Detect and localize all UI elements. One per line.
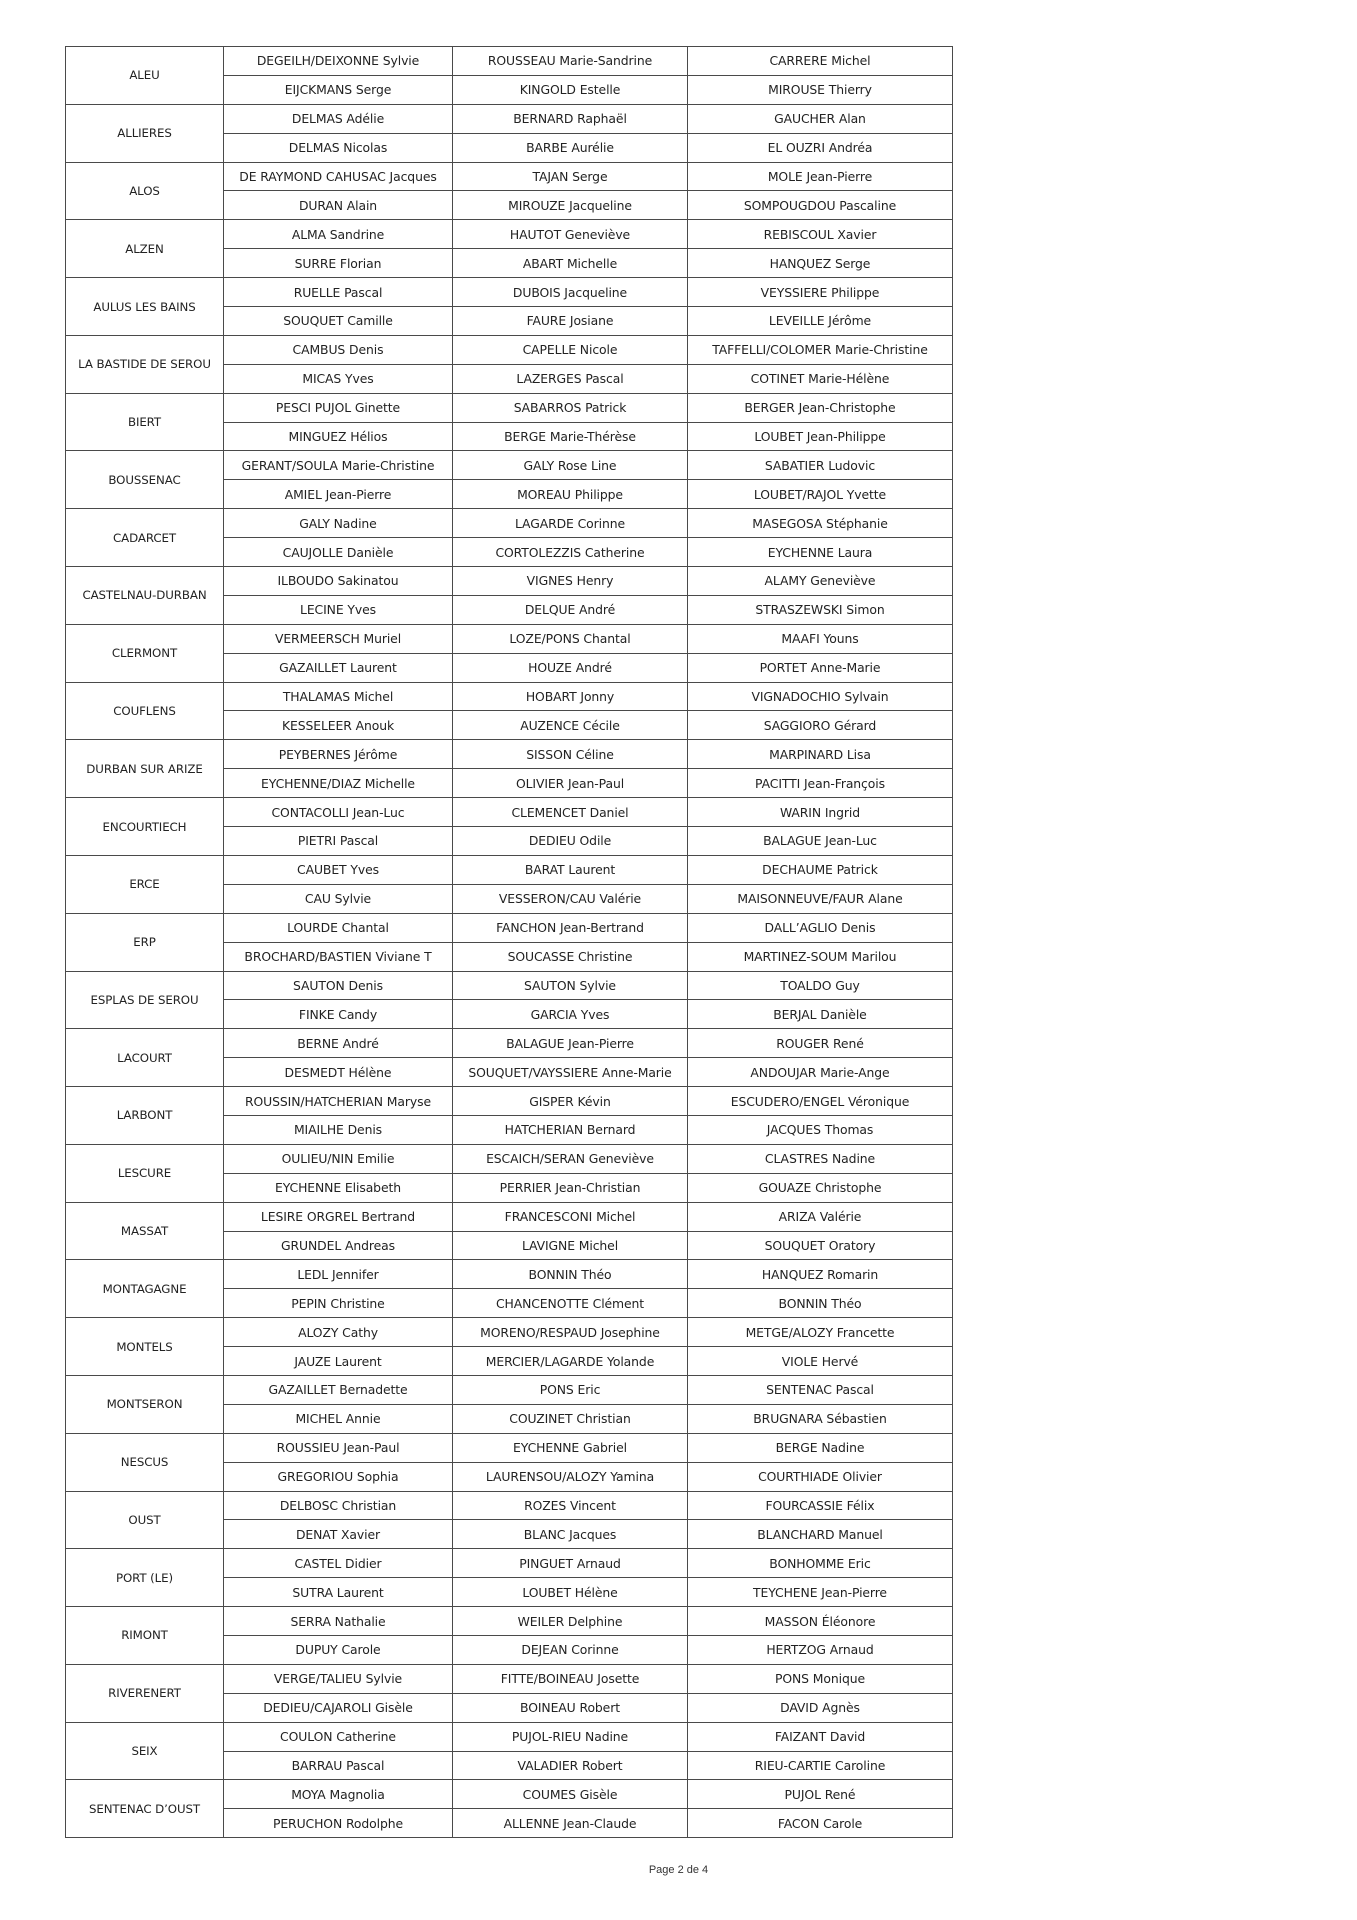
member-name-cell: LAURENSOU/ALOZY Yamina [453,1462,688,1491]
member-name-cell: GREGORIOU Sophia [224,1462,453,1491]
commune-name: CADARCET [66,509,224,567]
member-name-cell: FACON Carole [688,1809,953,1838]
member-name-cell: SOUQUET/VAYSSIERE Anne-Marie [453,1058,688,1087]
member-name-cell: MASSON Éléonore [688,1607,953,1636]
member-name-cell: MOYA Magnolia [224,1780,453,1809]
member-name-cell: SAUTON Denis [224,971,453,1000]
member-name-cell: PERUCHON Rodolphe [224,1809,453,1838]
member-name-cell: GAZAILLET Laurent [224,653,453,682]
member-name-cell: PONS Monique [688,1664,953,1693]
member-name-cell: ROUGER René [688,1029,953,1058]
member-name-cell: DEJEAN Corinne [453,1635,688,1664]
member-name-cell: SENTENAC Pascal [688,1375,953,1404]
member-name-cell: DUBOIS Jacqueline [453,278,688,307]
member-name-cell: BROCHARD/BASTIEN Viviane T [224,942,453,971]
member-name-cell: BRUGNARA Sébastien [688,1404,953,1433]
member-name-cell: VIGNES Henry [453,567,688,596]
member-name-cell: MINGUEZ Hélios [224,422,453,451]
member-name-cell: BLANCHARD Manuel [688,1520,953,1549]
member-name-cell: LEVEILLE Jérôme [688,307,953,336]
member-name-cell: CAPELLE Nicole [453,335,688,364]
member-name-cell: PONS Eric [453,1375,688,1404]
commune-name: CLERMONT [66,624,224,682]
member-name-cell: PIETRI Pascal [224,827,453,856]
member-name-cell: MOLE Jean-Pierre [688,162,953,191]
member-name-cell: SOUCASSE Christine [453,942,688,971]
member-name-cell: BERGE Marie-Thérèse [453,422,688,451]
member-name-cell: CLEMENCET Daniel [453,798,688,827]
member-name-cell: COTINET Marie-Hélène [688,364,953,393]
member-name-cell: DELBOSC Christian [224,1491,453,1520]
member-name-cell: GARCIA Yves [453,1000,688,1029]
member-name-cell: FITTE/BOINEAU Josette [453,1664,688,1693]
member-name-cell: MICHEL Annie [224,1404,453,1433]
member-name-cell: BARRAU Pascal [224,1751,453,1780]
member-name-cell: FAURE Josiane [453,307,688,336]
member-name-cell: MIROUSE Thierry [688,75,953,104]
member-name-cell: BALAGUE Jean-Luc [688,827,953,856]
member-name-cell: CARRERE Michel [688,47,953,76]
member-name-cell: FRANCESCONI Michel [453,1202,688,1231]
commune-name: ALZEN [66,220,224,278]
table-row [66,855,953,884]
member-name-cell: SAGGIORO Gérard [688,711,953,740]
table-row [66,798,953,827]
member-name-cell: CONTACOLLI Jean-Luc [224,798,453,827]
member-name-cell: BOINEAU Robert [453,1693,688,1722]
table-row [66,1087,953,1116]
member-name-cell: FAIZANT David [688,1722,953,1751]
member-name-cell: LEDL Jennifer [224,1260,453,1289]
table-row [66,1780,953,1809]
member-name-cell: BLANC Jacques [453,1520,688,1549]
member-name-cell: MIROUZE Jacqueline [453,191,688,220]
commune-name: LA BASTIDE DE SEROU [66,335,224,393]
member-name-cell: BARBE Aurélie [453,133,688,162]
member-name-cell: ESCAICH/SERAN Geneviève [453,1144,688,1173]
commune-name: ALEU [66,47,224,105]
table-row [66,624,953,653]
commune-name: MONTELS [66,1318,224,1376]
table-row [66,162,953,191]
member-name-cell: MORENO/RESPAUD Josephine [453,1318,688,1347]
member-name-cell: PINGUET Arnaud [453,1549,688,1578]
member-name-cell: SABATIER Ludovic [688,451,953,480]
commune-name: RIVERENERT [66,1664,224,1722]
member-name-cell: PERRIER Jean-Christian [453,1173,688,1202]
commune-name: LESCURE [66,1144,224,1202]
member-name-cell: MICAS Yves [224,364,453,393]
commune-name: PORT (LE) [66,1549,224,1607]
member-name-cell: PACITTI Jean-François [688,769,953,798]
member-name-cell: PUJOL René [688,1780,953,1809]
member-name-cell: DUPUY Carole [224,1635,453,1664]
member-name-cell: CLASTRES Nadine [688,1144,953,1173]
member-name-cell: ROUSSIN/HATCHERIAN Maryse [224,1087,453,1116]
member-name-cell: COURTHIADE Olivier [688,1462,953,1491]
member-name-cell: DURAN Alain [224,191,453,220]
member-name-cell: HOUZE André [453,653,688,682]
table-row [66,1144,953,1173]
member-name-cell: SUTRA Laurent [224,1578,453,1607]
member-name-cell: BERNARD Raphaël [453,104,688,133]
member-name-cell: THALAMAS Michel [224,682,453,711]
commune-name: RIMONT [66,1607,224,1665]
table-row [66,1260,953,1289]
member-name-cell: BERGER Jean-Christophe [688,393,953,422]
member-name-cell: DEDIEU/CAJAROLI Gisèle [224,1693,453,1722]
member-name-cell: ABART Michelle [453,249,688,278]
member-name-cell: CAMBUS Denis [224,335,453,364]
member-name-cell: SAUTON Sylvie [453,971,688,1000]
member-name-cell: CORTOLEZZIS Catherine [453,538,688,567]
member-name-cell: EL OUZRI Andréa [688,133,953,162]
table-row [66,1549,953,1578]
member-name-cell: ROUSSIEU Jean-Paul [224,1433,453,1462]
commune-name: BIERT [66,393,224,451]
member-name-cell: BONNIN Théo [453,1260,688,1289]
member-name-cell: DAVID Agnès [688,1693,953,1722]
member-name-cell: COUZINET Christian [453,1404,688,1433]
member-name-cell: OULIEU/NIN Emilie [224,1144,453,1173]
member-name-cell: DEDIEU Odile [453,827,688,856]
member-name-cell: DECHAUME Patrick [688,855,953,884]
member-name-cell: BARAT Laurent [453,855,688,884]
member-name-cell: GAUCHER Alan [688,104,953,133]
member-name-cell: MARTINEZ-SOUM Marilou [688,942,953,971]
member-name-cell: HANQUEZ Serge [688,249,953,278]
table-row [66,47,953,76]
table-row [66,682,953,711]
member-name-cell: AMIEL Jean-Pierre [224,480,453,509]
member-name-cell: ALLENNE Jean-Claude [453,1809,688,1838]
page-number: Page 2 de 4 [648,1864,709,1876]
member-name-cell: HANQUEZ Romarin [688,1260,953,1289]
member-name-cell: BALAGUE Jean-Pierre [453,1029,688,1058]
member-name-cell: LAVIGNE Michel [453,1231,688,1260]
commune-name: ALLIERES [66,104,224,162]
member-name-cell: ARIZA Valérie [688,1202,953,1231]
table-row [66,509,953,538]
member-name-cell: CHANCENOTTE Clément [453,1289,688,1318]
table-row [66,1607,953,1636]
member-name-cell: CASTEL Didier [224,1549,453,1578]
table-row [66,1202,953,1231]
member-name-cell: LOUBET Jean-Philippe [688,422,953,451]
member-name-cell: LECINE Yves [224,595,453,624]
member-name-cell: LAGARDE Corinne [453,509,688,538]
member-name-cell: VEYSSIERE Philippe [688,278,953,307]
member-name-cell: GAZAILLET Bernadette [224,1375,453,1404]
table-row [66,1433,953,1462]
commune-name: LACOURT [66,1029,224,1087]
table-row [66,971,953,1000]
member-name-cell: DALL’AGLIO Denis [688,913,953,942]
member-name-cell: TAFFELLI/COLOMER Marie-Christine [688,335,953,364]
member-name-cell: ROZES Vincent [453,1491,688,1520]
table-row [66,1722,953,1751]
table-row [66,220,953,249]
commune-name: ENCOURTIECH [66,798,224,856]
member-name-cell: KESSELEER Anouk [224,711,453,740]
member-name-cell: EYCHENNE/DIAZ Michelle [224,769,453,798]
member-name-cell: TAJAN Serge [453,162,688,191]
member-name-cell: SABARROS Patrick [453,393,688,422]
table-row [66,1375,953,1404]
member-name-cell: METGE/ALOZY Francette [688,1318,953,1347]
table-row [66,1318,953,1347]
member-name-cell: VERMEERSCH Muriel [224,624,453,653]
commune-name: LARBONT [66,1087,224,1145]
table-row [66,567,953,596]
member-name-cell: BONNIN Théo [688,1289,953,1318]
table-row [66,335,953,364]
member-name-cell: JAUZE Laurent [224,1347,453,1376]
member-name-cell: ESCUDERO/ENGEL Véronique [688,1087,953,1116]
member-name-cell: BONHOMME Eric [688,1549,953,1578]
member-name-cell: MOREAU Philippe [453,480,688,509]
commune-name: SENTENAC D’OUST [66,1780,224,1838]
member-name-cell: EYCHENNE Elisabeth [224,1173,453,1202]
member-name-cell: KINGOLD Estelle [453,75,688,104]
member-name-cell: EYCHENNE Laura [688,538,953,567]
member-name-cell: LOUBET Hélène [453,1578,688,1607]
member-name-cell: ALAMY Geneviève [688,567,953,596]
member-name-cell: EYCHENNE Gabriel [453,1433,688,1462]
member-name-cell: PEYBERNES Jérôme [224,740,453,769]
member-name-cell: STRASZEWSKI Simon [688,595,953,624]
member-name-cell: RUELLE Pascal [224,278,453,307]
member-name-cell: FOURCASSIE Félix [688,1491,953,1520]
member-name-cell: VALADIER Robert [453,1751,688,1780]
member-name-cell: VERGE/TALIEU Sylvie [224,1664,453,1693]
member-name-cell: GRUNDEL Andreas [224,1231,453,1260]
member-name-cell: VIGNADOCHIO Sylvain [688,682,953,711]
table-row [66,1664,953,1693]
table-row [66,1029,953,1058]
commune-name: NESCUS [66,1433,224,1491]
commune-name: OUST [66,1491,224,1549]
member-name-cell: COUMES Gisèle [453,1780,688,1809]
member-name-cell: CAU Sylvie [224,884,453,913]
member-name-cell: SURRE Florian [224,249,453,278]
member-name-cell: CAUJOLLE Danièle [224,538,453,567]
commune-members-table [65,46,953,1838]
commune-name: AULUS LES BAINS [66,278,224,336]
member-name-cell: LOUBET/RAJOL Yvette [688,480,953,509]
commune-name: ERCE [66,855,224,913]
member-name-cell: SOUQUET Oratory [688,1231,953,1260]
member-name-cell: FANCHON Jean-Bertrand [453,913,688,942]
member-name-cell: VIOLE Hervé [688,1347,953,1376]
member-name-cell: MIAILHE Denis [224,1115,453,1144]
table-row [66,1491,953,1520]
member-name-cell: RIEU-CARTIE Caroline [688,1751,953,1780]
member-name-cell: SISSON Céline [453,740,688,769]
member-name-cell: DEGEILH/DEIXONNE Sylvie [224,47,453,76]
table-row [66,740,953,769]
member-name-cell: DESMEDT Hélène [224,1058,453,1087]
member-name-cell: PEPIN Christine [224,1289,453,1318]
member-name-cell: ANDOUJAR Marie-Ange [688,1058,953,1087]
member-name-cell: REBISCOUL Xavier [688,220,953,249]
commune-name: MONTSERON [66,1375,224,1433]
member-name-cell: PUJOL-RIEU Nadine [453,1722,688,1751]
member-name-cell: MAISONNEUVE/FAUR Alane [688,884,953,913]
commune-name: ESPLAS DE SEROU [66,971,224,1029]
member-name-cell: ROUSSEAU Marie-Sandrine [453,47,688,76]
member-name-cell: HOBART Jonny [453,682,688,711]
commune-name: CASTELNAU-DURBAN [66,567,224,625]
member-name-cell: TOALDO Guy [688,971,953,1000]
commune-name: ERP [66,913,224,971]
commune-name: ALOS [66,162,224,220]
table-row [66,393,953,422]
member-name-cell: HAUTOT Geneviève [453,220,688,249]
member-name-cell: DELMAS Nicolas [224,133,453,162]
commune-name: BOUSSENAC [66,451,224,509]
member-name-cell: GERANT/SOULA Marie-Christine [224,451,453,480]
member-name-cell: DELMAS Adélie [224,104,453,133]
member-name-cell: LAZERGES Pascal [453,364,688,393]
member-name-cell: GALY Rose Line [453,451,688,480]
commune-name: SEIX [66,1722,224,1780]
member-name-cell: MASEGOSA Stéphanie [688,509,953,538]
member-name-cell: BERJAL Danièle [688,1000,953,1029]
member-name-cell: FINKE Candy [224,1000,453,1029]
member-name-cell: DE RAYMOND CAHUSAC Jacques [224,162,453,191]
member-name-cell: COULON Catherine [224,1722,453,1751]
member-name-cell: LOZE/PONS Chantal [453,624,688,653]
table-row [66,278,953,307]
member-name-cell: ALMA Sandrine [224,220,453,249]
member-name-cell: MARPINARD Lisa [688,740,953,769]
member-name-cell: DENAT Xavier [224,1520,453,1549]
member-name-cell: GISPER Kévin [453,1087,688,1116]
commune-name: COUFLENS [66,682,224,740]
member-name-cell: EIJCKMANS Serge [224,75,453,104]
commune-name: MASSAT [66,1202,224,1260]
table-row [66,451,953,480]
table-row [66,104,953,133]
member-name-cell: BERGE Nadine [688,1433,953,1462]
member-name-cell: TEYCHENE Jean-Pierre [688,1578,953,1607]
member-name-cell: MERCIER/LAGARDE Yolande [453,1347,688,1376]
table-row [66,913,953,942]
member-name-cell: DELQUE André [453,595,688,624]
member-name-cell: SOUQUET Camille [224,307,453,336]
member-name-cell: LESIRE ORGREL Bertrand [224,1202,453,1231]
member-name-cell: ALOZY Cathy [224,1318,453,1347]
member-name-cell: OLIVIER Jean-Paul [453,769,688,798]
member-name-cell: WARIN Ingrid [688,798,953,827]
member-name-cell: JACQUES Thomas [688,1115,953,1144]
member-name-cell: SOMPOUGDOU Pascaline [688,191,953,220]
member-name-cell: LOURDE Chantal [224,913,453,942]
member-name-cell: MAAFI Youns [688,624,953,653]
member-name-cell: WEILER Delphine [453,1607,688,1636]
member-name-cell: HERTZOG Arnaud [688,1635,953,1664]
member-name-cell: BERNE André [224,1029,453,1058]
member-name-cell: HATCHERIAN Bernard [453,1115,688,1144]
member-name-cell: VESSERON/CAU Valérie [453,884,688,913]
member-name-cell: AUZENCE Cécile [453,711,688,740]
member-name-cell: CAUBET Yves [224,855,453,884]
member-name-cell: ILBOUDO Sakinatou [224,567,453,596]
member-name-cell: SERRA Nathalie [224,1607,453,1636]
commune-name: MONTAGAGNE [66,1260,224,1318]
member-name-cell: PESCI PUJOL Ginette [224,393,453,422]
member-name-cell: GALY Nadine [224,509,453,538]
table-body [66,47,953,1838]
member-name-cell: GOUAZE Christophe [688,1173,953,1202]
commune-name: DURBAN SUR ARIZE [66,740,224,798]
member-name-cell: PORTET Anne-Marie [688,653,953,682]
